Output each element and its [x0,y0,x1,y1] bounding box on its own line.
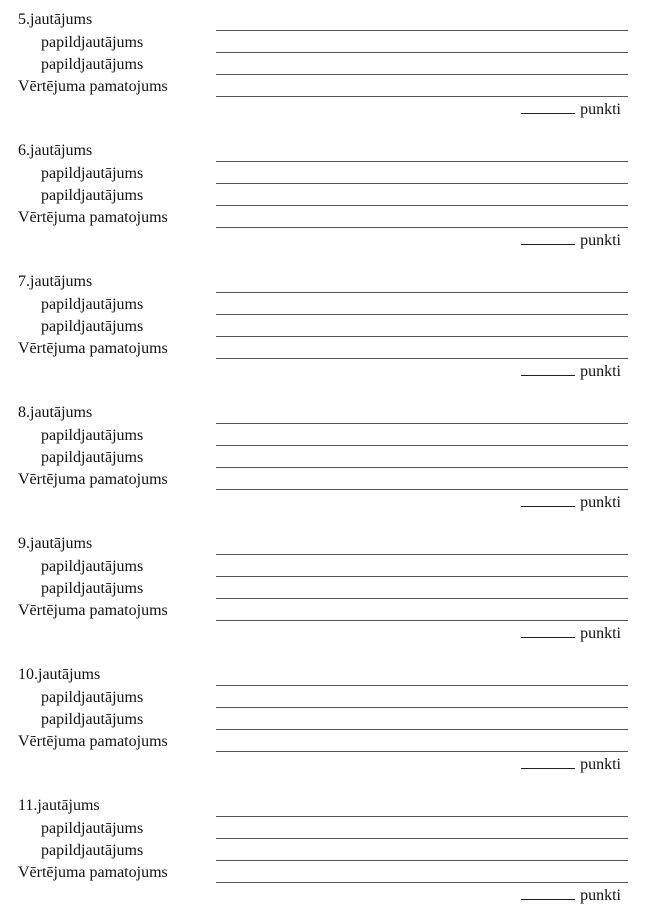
sub-question-label: papildjautājums [41,558,144,575]
sub-answer-line[interactable] [216,74,628,75]
justification-label: Vērtējuma pamatojums [18,864,168,881]
points-blank[interactable] [521,99,575,114]
answer-line[interactable] [216,161,628,162]
justification-line[interactable] [216,489,628,490]
question-title: 9.jautājums [18,535,93,552]
question-block [0,0,645,120]
points-field [521,230,621,250]
sub-question-label: papildjautājums [41,842,144,859]
sub-question-label: papildjautājums [41,296,144,313]
points-field [521,754,621,774]
points-blank[interactable] [521,230,575,245]
answer-line[interactable] [216,292,628,293]
sub-answer-line[interactable] [216,52,628,53]
points-blank[interactable] [521,623,575,638]
sub-answer-line[interactable] [216,336,628,337]
answer-line[interactable] [216,685,628,686]
points-field [521,885,621,905]
justification-label: Vērtējuma pamatojums [18,340,168,357]
sub-answer-line[interactable] [216,729,628,730]
question-title: 5.jautājums [18,11,93,28]
justification-line[interactable] [216,96,628,97]
sub-question-label: papildjautājums [41,820,144,837]
points-label: punkti [580,625,621,642]
sub-question-label: papildjautājums [41,187,144,204]
sub-answer-line[interactable] [216,598,628,599]
points-label: punkti [580,887,621,904]
answer-line[interactable] [216,30,628,31]
justification-line[interactable] [216,227,628,228]
question-block [0,655,645,775]
sub-answer-line[interactable] [216,205,628,206]
question-block [0,262,645,382]
justification-label: Vērtējuma pamatojums [18,209,168,226]
sub-answer-line[interactable] [216,576,628,577]
points-blank[interactable] [521,885,575,900]
answer-line[interactable] [216,816,628,817]
sub-question-label: papildjautājums [41,711,144,728]
question-block [0,393,645,513]
points-field [521,361,621,381]
sub-answer-line[interactable] [216,860,628,861]
points-label: punkti [580,756,621,773]
sub-answer-line[interactable] [216,314,628,315]
points-label: punkti [580,494,621,511]
sub-question-label: papildjautājums [41,34,144,51]
sub-question-label: papildjautājums [41,165,144,182]
points-field [521,99,621,119]
justification-label: Vērtējuma pamatojums [18,602,168,619]
justification-line[interactable] [216,358,628,359]
question-block [0,786,645,906]
justification-line[interactable] [216,882,628,883]
points-blank[interactable] [521,492,575,507]
sub-question-label: papildjautājums [41,449,144,466]
points-label: punkti [580,101,621,118]
sub-question-label: papildjautājums [41,427,144,444]
points-field [521,623,621,643]
question-title: 7.jautājums [18,273,93,290]
points-field [521,492,621,512]
sub-answer-line[interactable] [216,707,628,708]
answer-line[interactable] [216,423,628,424]
sub-question-label: papildjautājums [41,689,144,706]
points-label: punkti [580,232,621,249]
sub-question-label: papildjautājums [41,580,144,597]
justification-label: Vērtējuma pamatojums [18,78,168,95]
sub-question-label: papildjautājums [41,56,144,73]
question-title: 6.jautājums [18,142,93,159]
justification-line[interactable] [216,751,628,752]
sub-answer-line[interactable] [216,838,628,839]
sub-answer-line[interactable] [216,445,628,446]
question-title: 10.jautājums [18,666,101,683]
justification-label: Vērtējuma pamatojums [18,471,168,488]
question-block [0,131,645,251]
points-label: punkti [580,363,621,380]
justification-line[interactable] [216,620,628,621]
sub-answer-line[interactable] [216,183,628,184]
points-blank[interactable] [521,754,575,769]
justification-label: Vērtējuma pamatojums [18,733,168,750]
question-title: 8.jautājums [18,404,93,421]
question-block [0,524,645,644]
answer-line[interactable] [216,554,628,555]
points-blank[interactable] [521,361,575,376]
sub-answer-line[interactable] [216,467,628,468]
sub-question-label: papildjautājums [41,318,144,335]
question-title: 11.jautājums [18,797,100,814]
